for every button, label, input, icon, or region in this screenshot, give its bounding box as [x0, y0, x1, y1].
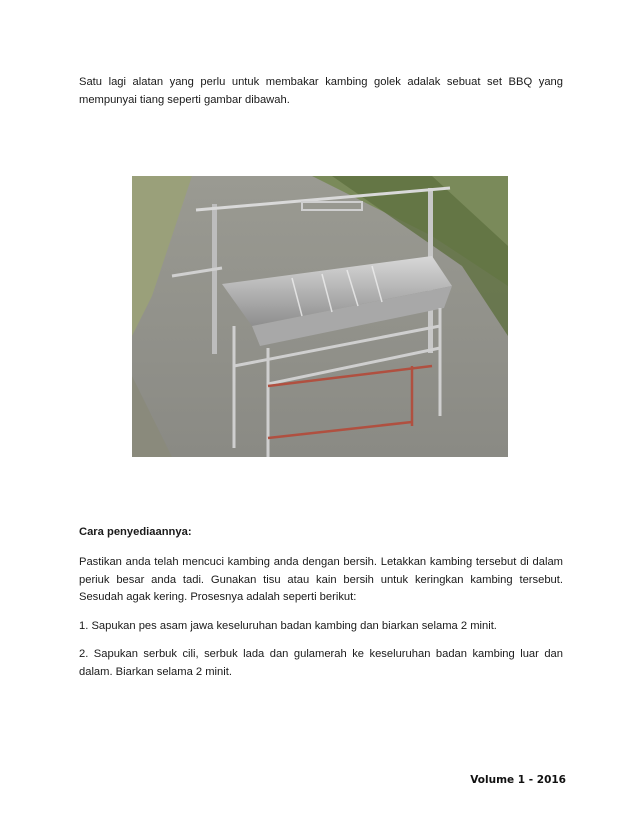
volume-footer: Volume 1 - 2016: [470, 774, 566, 786]
intro-paragraph: Satu lagi alatan yang perlu untuk membakar kambing golek adalak sebuat set BBQ yang mempunyai tiang seperti gambar dibawah.: [79, 76, 563, 106]
step-2: 2. Sapukan serbuk cili, serbuk lada dan gulamerah ke keseluruhan badan kambing luar dan dalam. Biarkan selama 2 minit.: [79, 648, 563, 678]
prep-paragraph: Pastikan anda telah mencuci kambing anda dengan bersih. Letakkan kambing tersebut di dalam periuk besar anda tadi. Gunakan tisu atau kain bersih untuk keringkan kambing tersebut. Sesudah agak kering. Prosesnya adalah seperti berikut:: [79, 556, 563, 603]
section-heading: Cara penyediaannya:: [79, 526, 192, 538]
step-1: 1. Sapukan pes asam jawa keseluruhan badan kambing dan biarkan selama 2 minit.: [79, 620, 497, 632]
bbq-grill-photo: [132, 176, 508, 457]
